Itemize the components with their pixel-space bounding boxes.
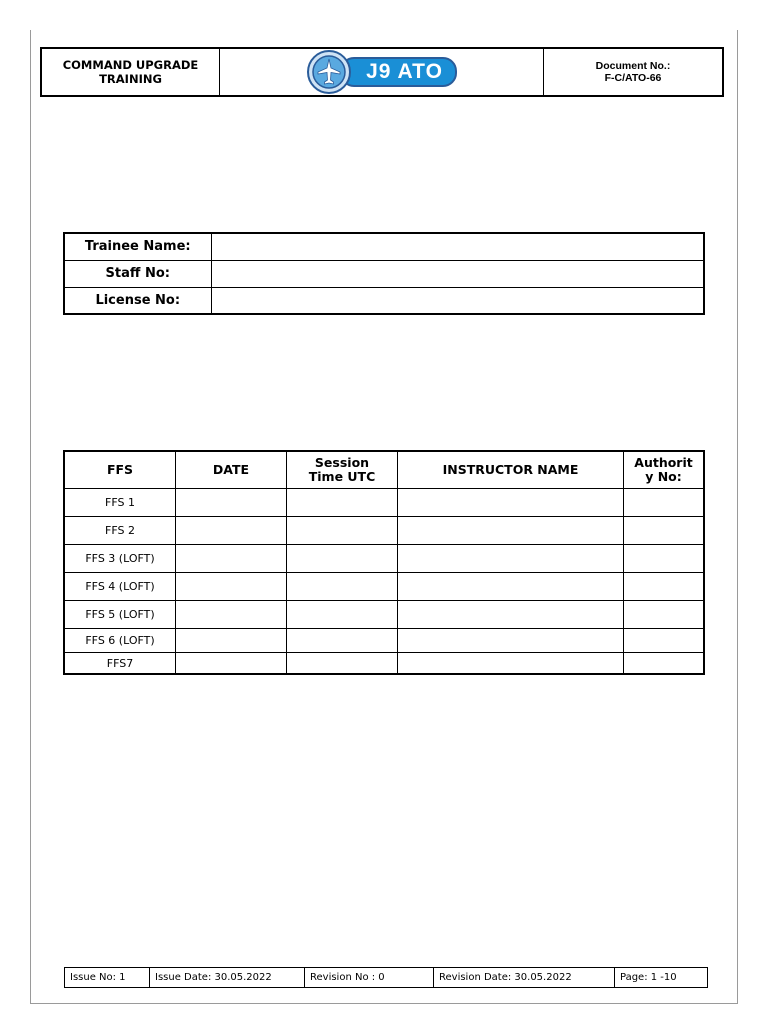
- staff-no-label: Staff No:: [64, 260, 211, 287]
- table-row: [64, 489, 704, 517]
- course-title-line2: TRAINING: [99, 72, 162, 86]
- ffs-label: FFS 4 (LOFT): [64, 573, 176, 601]
- logo-text: J9 ATO: [340, 57, 457, 87]
- session-time-cell[interactable]: [287, 601, 398, 629]
- authority-no-cell[interactable]: [624, 629, 705, 653]
- header-session-line1: Session: [314, 455, 370, 470]
- airplane-icon: [306, 49, 352, 95]
- document-header: [40, 47, 724, 97]
- document-number-label: Document No.:: [595, 60, 671, 72]
- date-cell[interactable]: [176, 653, 287, 675]
- instructor-name-cell[interactable]: [398, 517, 624, 545]
- license-no-row: [64, 287, 704, 314]
- license-no-field[interactable]: [211, 287, 704, 314]
- instructor-name-cell[interactable]: [398, 601, 624, 629]
- ffs-label: FFS 6 (LOFT): [64, 629, 176, 653]
- table-row: [64, 601, 704, 629]
- date-cell[interactable]: [176, 517, 287, 545]
- date-cell[interactable]: [176, 545, 287, 573]
- page-number: Page: 1 -10: [615, 968, 708, 988]
- table-row: [64, 573, 704, 601]
- authority-no-cell[interactable]: [624, 653, 705, 675]
- instructor-name-cell[interactable]: [398, 489, 624, 517]
- session-time-cell[interactable]: [287, 573, 398, 601]
- authority-no-cell[interactable]: [624, 601, 705, 629]
- ffs-label: FFS 1: [64, 489, 176, 517]
- instructor-name-cell[interactable]: [398, 545, 624, 573]
- session-time-cell[interactable]: [287, 545, 398, 573]
- session-time-cell[interactable]: [287, 629, 398, 653]
- issue-no: Issue No: 1: [65, 968, 150, 988]
- license-no-label: License No:: [64, 287, 211, 314]
- revision-no: Revision No : 0: [305, 968, 434, 988]
- header-authority-line1: Authorit: [634, 455, 693, 470]
- instructor-name-cell[interactable]: [398, 653, 624, 675]
- header-session-line2: Time UTC: [308, 469, 376, 484]
- session-time-cell[interactable]: [287, 489, 398, 517]
- header-date: DATE: [176, 451, 287, 489]
- instructor-name-cell[interactable]: [398, 629, 624, 653]
- revision-date: Revision Date: 30.05.2022: [434, 968, 615, 988]
- ffs-session-table: [63, 450, 705, 675]
- header-session-time: [287, 451, 398, 489]
- staff-no-row: [64, 260, 704, 287]
- header-instructor-name: INSTRUCTOR NAME: [398, 451, 624, 489]
- table-row: [64, 629, 704, 653]
- ffs-table-header: [64, 451, 704, 489]
- course-title-line1: COMMAND UPGRADE: [62, 58, 199, 72]
- footer-row: [65, 968, 708, 988]
- instructor-name-cell[interactable]: [398, 573, 624, 601]
- document-footer: [64, 967, 708, 988]
- trainee-name-row: [64, 233, 704, 260]
- document-number-value: F-C/ATO-66: [604, 72, 662, 84]
- date-cell[interactable]: [176, 489, 287, 517]
- header-authority-no: [624, 451, 705, 489]
- ffs-label: FFS 2: [64, 517, 176, 545]
- trainee-info-table: [63, 232, 705, 315]
- date-cell[interactable]: [176, 601, 287, 629]
- session-time-cell[interactable]: [287, 517, 398, 545]
- ffs-label: FFS 3 (LOFT): [64, 545, 176, 573]
- j9-ato-logo: [306, 49, 457, 95]
- date-cell[interactable]: [176, 573, 287, 601]
- staff-no-field[interactable]: [211, 260, 704, 287]
- header-authority-line2: y No:: [645, 469, 682, 484]
- authority-no-cell[interactable]: [624, 517, 705, 545]
- authority-no-cell[interactable]: [624, 573, 705, 601]
- authority-no-cell[interactable]: [624, 545, 705, 573]
- ffs-label: FFS 5 (LOFT): [64, 601, 176, 629]
- trainee-name-label: Trainee Name:: [64, 233, 211, 260]
- table-row: [64, 653, 704, 675]
- trainee-name-field[interactable]: [211, 233, 704, 260]
- authority-no-cell[interactable]: [624, 489, 705, 517]
- table-row: [64, 545, 704, 573]
- document-number: [544, 49, 722, 95]
- date-cell[interactable]: [176, 629, 287, 653]
- session-time-cell[interactable]: [287, 653, 398, 675]
- logo-cell: [220, 49, 544, 95]
- issue-date: Issue Date: 30.05.2022: [150, 968, 305, 988]
- header-ffs: FFS: [64, 451, 176, 489]
- table-row: [64, 517, 704, 545]
- ffs-label: FFS7: [64, 653, 176, 675]
- course-title: [42, 49, 220, 95]
